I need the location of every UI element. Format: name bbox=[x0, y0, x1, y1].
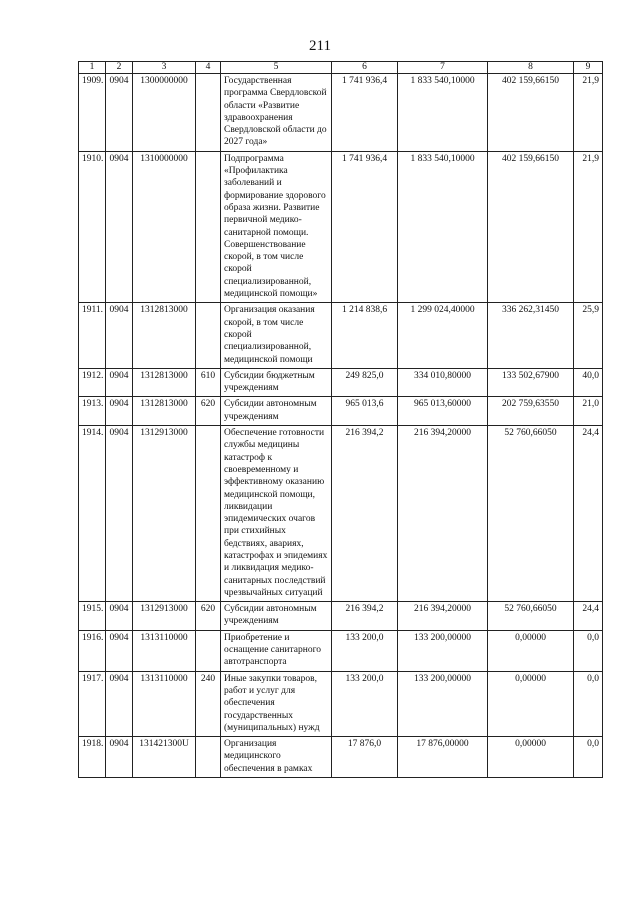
row-number: 1917. bbox=[79, 671, 106, 736]
percent-col-9: 40,0 bbox=[574, 368, 603, 397]
percent-col-9: 24,4 bbox=[574, 426, 603, 602]
target-article-code: 1312913000 bbox=[133, 426, 196, 602]
percent-col-9: 25,9 bbox=[574, 303, 603, 368]
column-header: 6 bbox=[332, 62, 398, 74]
section-code: 0904 bbox=[106, 303, 133, 368]
value-col-7: 965 013,60000 bbox=[398, 397, 488, 426]
target-article-code: 1312813000 bbox=[133, 368, 196, 397]
table-row bbox=[79, 303, 603, 368]
budget-table bbox=[78, 61, 603, 778]
row-number: 1916. bbox=[79, 630, 106, 671]
column-header: 4 bbox=[196, 62, 221, 74]
row-number: 1911. bbox=[79, 303, 106, 368]
section-code: 0904 bbox=[106, 397, 133, 426]
value-col-6: 216 394,2 bbox=[332, 602, 398, 631]
value-col-6: 133 200,0 bbox=[332, 630, 398, 671]
value-col-8: 52 760,66050 bbox=[488, 426, 574, 602]
row-number: 1918. bbox=[79, 737, 106, 778]
value-col-8: 133 502,67900 bbox=[488, 368, 574, 397]
item-name: Организация медицинского обеспечения в рамках bbox=[221, 737, 332, 778]
item-name: Иные закупки товаров, работ и услуг для обеспечения государственных (муниципальных) нужд bbox=[221, 671, 332, 736]
value-col-8: 402 159,66150 bbox=[488, 151, 574, 303]
target-article-code: 1312813000 bbox=[133, 397, 196, 426]
value-col-8: 336 262,31450 bbox=[488, 303, 574, 368]
value-col-6: 249 825,0 bbox=[332, 368, 398, 397]
target-article-code: 1300000000 bbox=[133, 74, 196, 152]
table-row bbox=[79, 737, 603, 778]
expense-type-code bbox=[196, 151, 221, 303]
item-name: Приобретение и оснащение санитарного автотранспорта bbox=[221, 630, 332, 671]
column-header: 1 bbox=[79, 62, 106, 74]
table-row bbox=[79, 397, 603, 426]
percent-col-9: 21,9 bbox=[574, 151, 603, 303]
value-col-6: 133 200,0 bbox=[332, 671, 398, 736]
table-row bbox=[79, 74, 603, 152]
table-row bbox=[79, 630, 603, 671]
header-row bbox=[79, 62, 603, 74]
value-col-7: 334 010,80000 bbox=[398, 368, 488, 397]
expense-type-code: 620 bbox=[196, 602, 221, 631]
target-article-code: 1310000000 bbox=[133, 151, 196, 303]
expense-type-code bbox=[196, 426, 221, 602]
item-name: Субсидии бюджетным учреждениям bbox=[221, 368, 332, 397]
value-col-7: 216 394,20000 bbox=[398, 602, 488, 631]
expense-type-code bbox=[196, 303, 221, 368]
table-row bbox=[79, 671, 603, 736]
row-number: 1913. bbox=[79, 397, 106, 426]
section-code: 0904 bbox=[106, 426, 133, 602]
percent-col-9: 0,0 bbox=[574, 671, 603, 736]
column-header: 3 bbox=[133, 62, 196, 74]
table-row bbox=[79, 602, 603, 631]
value-col-6: 1 741 936,4 bbox=[332, 74, 398, 152]
row-number: 1912. bbox=[79, 368, 106, 397]
value-col-6: 1 741 936,4 bbox=[332, 151, 398, 303]
expense-type-code bbox=[196, 74, 221, 152]
row-number: 1910. bbox=[79, 151, 106, 303]
item-name: Государственная программа Свердловской области «Развитие здравоохранения Свердловской области до 2027 года» bbox=[221, 74, 332, 152]
section-code: 0904 bbox=[106, 368, 133, 397]
target-article-code: 1313110000 bbox=[133, 630, 196, 671]
expense-type-code: 240 bbox=[196, 671, 221, 736]
value-col-6: 17 876,0 bbox=[332, 737, 398, 778]
percent-col-9: 24,4 bbox=[574, 602, 603, 631]
value-col-8: 202 759,63550 bbox=[488, 397, 574, 426]
column-header: 8 bbox=[488, 62, 574, 74]
value-col-7: 1 833 540,10000 bbox=[398, 74, 488, 152]
item-name: Субсидии автономным учреждениям bbox=[221, 397, 332, 426]
value-col-8: 0,00000 bbox=[488, 671, 574, 736]
value-col-6: 1 214 838,6 bbox=[332, 303, 398, 368]
expense-type-code bbox=[196, 737, 221, 778]
table-header bbox=[79, 62, 603, 74]
section-code: 0904 bbox=[106, 602, 133, 631]
value-col-8: 402 159,66150 bbox=[488, 74, 574, 152]
value-col-7: 216 394,20000 bbox=[398, 426, 488, 602]
target-article-code: 1313110000 bbox=[133, 671, 196, 736]
item-name: Подпрограмма «Профилактика заболеваний и формирование здорового образа жизни. Развитие первичной медико-санитарной помощи. Совершенствование скорой, в том числе скорой специализированной, медицинской помощи» bbox=[221, 151, 332, 303]
section-code: 0904 bbox=[106, 630, 133, 671]
value-col-8: 52 760,66050 bbox=[488, 602, 574, 631]
column-header: 5 bbox=[221, 62, 332, 74]
row-number: 1909. bbox=[79, 74, 106, 152]
item-name: Субсидии автономным учреждениям bbox=[221, 602, 332, 631]
page-number: 211 bbox=[309, 38, 331, 54]
value-col-8: 0,00000 bbox=[488, 737, 574, 778]
table-row bbox=[79, 426, 603, 602]
target-article-code: 1312813000 bbox=[133, 303, 196, 368]
value-col-7: 1 833 540,10000 bbox=[398, 151, 488, 303]
value-col-7: 1 299 024,40000 bbox=[398, 303, 488, 368]
percent-col-9: 0,0 bbox=[574, 630, 603, 671]
value-col-8: 0,00000 bbox=[488, 630, 574, 671]
column-header: 7 bbox=[398, 62, 488, 74]
item-name: Обеспечение готовности службы медицины катастроф к своевременному и эффективному оказанию медицинской помощи, ликвидации эпидемических очагов при стихийных бедствиях, авариях, катастрофах и эпидемиях и ликвидация медико-санитарных последствий чрезвычайных ситуаций bbox=[221, 426, 332, 602]
column-header: 9 bbox=[574, 62, 603, 74]
row-number: 1914. bbox=[79, 426, 106, 602]
value-col-6: 216 394,2 bbox=[332, 426, 398, 602]
value-col-7: 133 200,00000 bbox=[398, 630, 488, 671]
expense-type-code bbox=[196, 630, 221, 671]
value-col-6: 965 013,6 bbox=[332, 397, 398, 426]
section-code: 0904 bbox=[106, 151, 133, 303]
table-row bbox=[79, 151, 603, 303]
target-article-code: 1312913000 bbox=[133, 602, 196, 631]
section-code: 0904 bbox=[106, 737, 133, 778]
column-header: 2 bbox=[106, 62, 133, 74]
table-body bbox=[79, 74, 603, 778]
section-code: 0904 bbox=[106, 74, 133, 152]
percent-col-9: 21,9 bbox=[574, 74, 603, 152]
percent-col-9: 21,0 bbox=[574, 397, 603, 426]
expense-type-code: 610 bbox=[196, 368, 221, 397]
row-number: 1915. bbox=[79, 602, 106, 631]
table-row bbox=[79, 368, 603, 397]
percent-col-9: 0,0 bbox=[574, 737, 603, 778]
item-name: Организация оказания скорой, в том числе скорой специализированной, медицинской помощи bbox=[221, 303, 332, 368]
section-code: 0904 bbox=[106, 671, 133, 736]
expense-type-code: 620 bbox=[196, 397, 221, 426]
value-col-7: 133 200,00000 bbox=[398, 671, 488, 736]
value-col-7: 17 876,00000 bbox=[398, 737, 488, 778]
target-article-code: 131421300U bbox=[133, 737, 196, 778]
